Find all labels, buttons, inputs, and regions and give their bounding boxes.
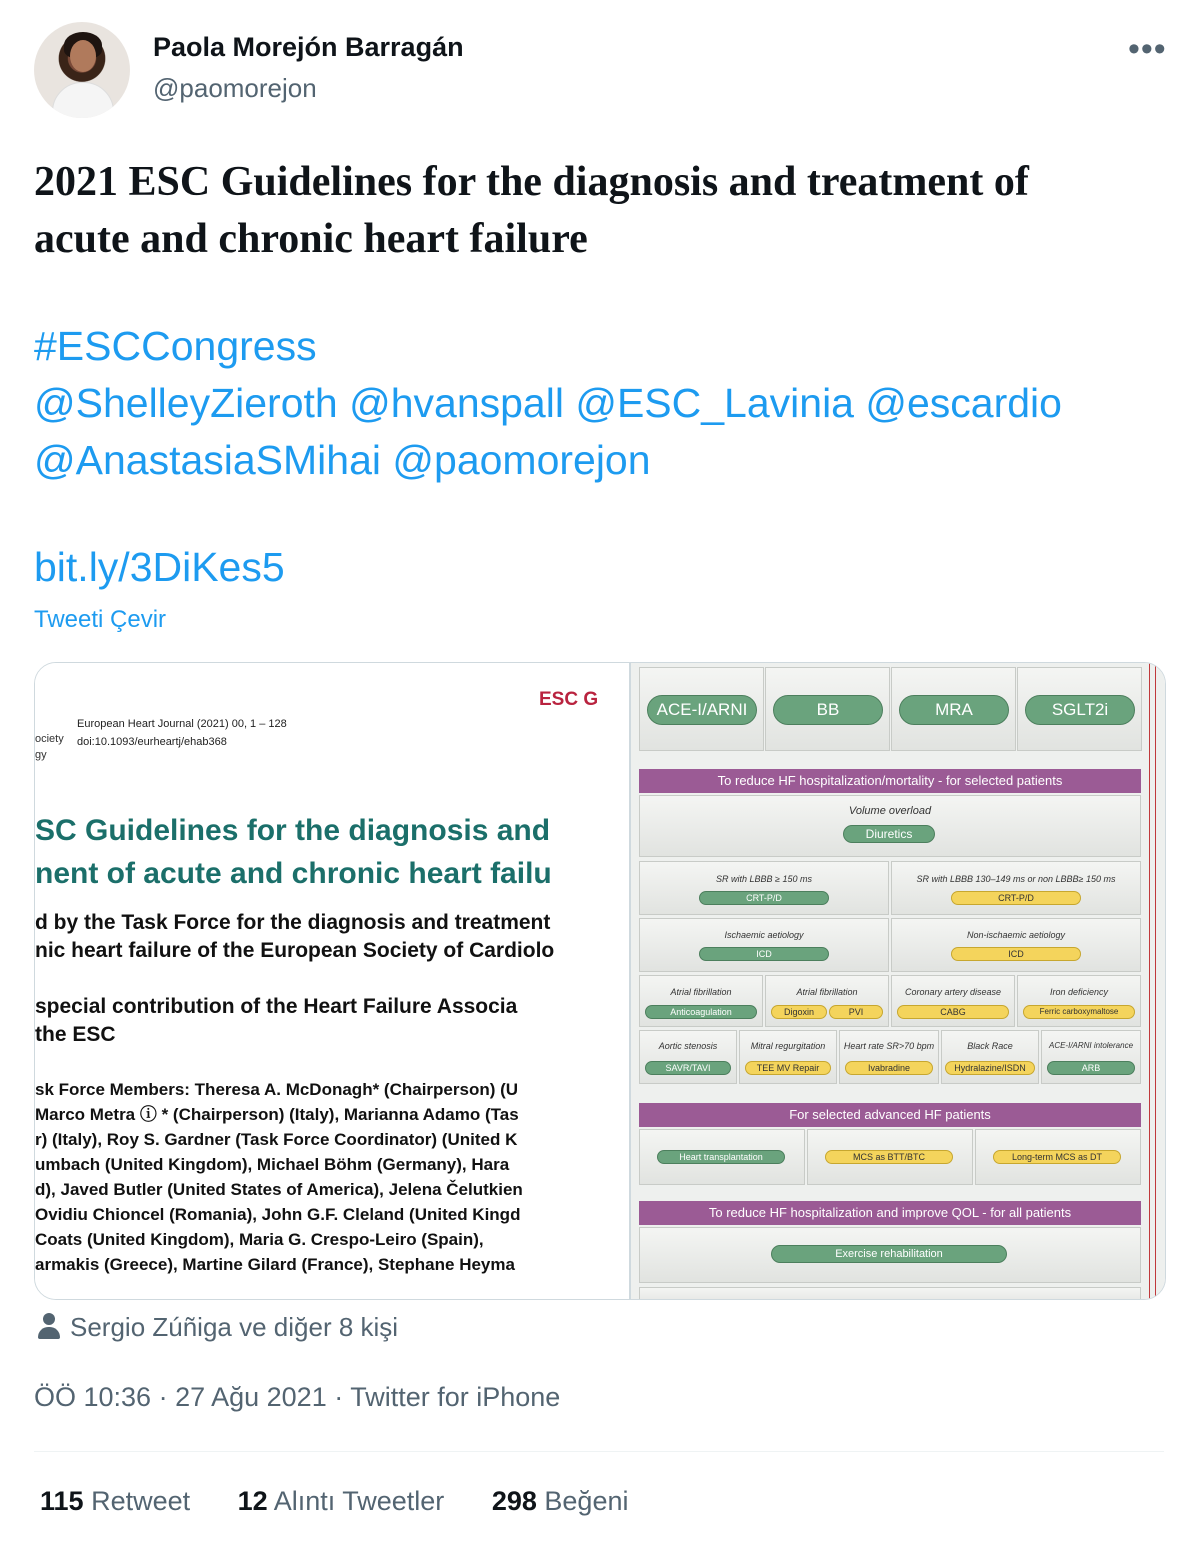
tile-isch (639, 918, 889, 972)
label-aortic: Aortic stenosis (658, 1041, 718, 1051)
media-image-flowchart[interactable] (631, 663, 1165, 1299)
label-isch: Ischaemic aetiology (724, 930, 804, 940)
pill-savr: SAVR/TAVI (645, 1061, 731, 1075)
pill-hydralazine: Hydralazine/ISDN (945, 1061, 1035, 1075)
tweet-title-line2: acute and chronic heart failure (34, 216, 588, 262)
likes-stat[interactable]: 298 Beğeni (491, 1486, 629, 1516)
tile-af1 (639, 975, 763, 1027)
label-af1: Atrial fibrillation (670, 987, 732, 997)
pill-anticoag: Anticoagulation (645, 1005, 757, 1019)
divider (34, 1451, 1164, 1452)
label-volume: Volume overload (848, 805, 932, 817)
tile-cad (891, 975, 1015, 1027)
tweet-timestamp[interactable]: ÖÖ 10:36 · 27 Ağu 2021 · Twitter for iPhone (34, 1382, 561, 1412)
pill-mcs-btt: MCS as BTT/BTC (825, 1150, 953, 1164)
doc-esc-logo: ESC G (539, 689, 599, 710)
doc-journal-info: European Heart Journal (2021) 00, 1 – 128 doi:10.1093/eurheartj/ehab368 (77, 718, 287, 748)
label-af2: Atrial fibrillation (796, 987, 858, 997)
pill-crt2: CRT-P/D (951, 891, 1081, 905)
tweet-link[interactable]: bit.ly/3DiKes5 (34, 544, 285, 590)
tweet-stats (40, 1486, 668, 1517)
pill-transplant: Heart transplantation (657, 1150, 785, 1164)
pill-crt1: CRT-P/D (699, 891, 829, 905)
avatar-face (70, 40, 96, 72)
label-sr1: SR with LBBB ≥ 150 ms (716, 874, 812, 884)
label-cad: Coronary artery disease (904, 987, 1002, 997)
translate-tweet-link[interactable]: Tweeti Çevir (34, 606, 167, 633)
tile-intol (1041, 1030, 1141, 1084)
pill-mra: MRA (899, 695, 1009, 725)
person-icon (38, 1313, 60, 1339)
chart-border-line (1149, 663, 1150, 1299)
pill-ferric: Ferric carboxymaltose (1023, 1005, 1135, 1019)
tile-black (941, 1030, 1039, 1084)
tweet-title (34, 154, 1164, 268)
tile-hr (839, 1030, 939, 1084)
more-options-icon[interactable]: ••• (1128, 30, 1167, 68)
mentions-link-line2[interactable]: @AnastasiaSMihai @paomorejon (34, 437, 651, 483)
mentions-link-line1[interactable]: @ShelleyZieroth @hvanspall @ESC_Lavinia @escardio (34, 380, 1062, 426)
doc-members: sk Force Members: Theresa A. McDonagh* (Chairperson) (U Marco Metra ⓘ * (Chairperson) (Italy), Marianna Adamo (Tas r) (Italy), Roy S. Gardner (Task Force Coordinator) (United K umbach (United Kingdom), Michael Böhm (Germany), Hara d), Javed Butler (United States of America), Jelena Čelutkien Ovidiu Chioncel (Romania), John G.F. Cleland (United Kingd Coats (United Kingdom), Maria G. Crespo-Leiro (Spain), armakis (Greece), Martine Gilard (France), Stephane Heyma (35, 1080, 523, 1274)
pill-cabg: CABG (897, 1005, 1009, 1019)
tile-mitral (739, 1030, 837, 1084)
label-mitral: Mitral regurgitation (750, 1041, 826, 1051)
quotes-stat[interactable]: 12 Alıntı Tweetler (237, 1486, 445, 1516)
social-context-text: Sergio Zúñiga ve diğer 8 kişi (70, 1312, 399, 1342)
pill-exercise: Exercise rehabilitation (771, 1245, 1007, 1263)
tweet-title-line1: 2021 ESC Guidelines for the diagnosis and treatment of (34, 159, 1029, 205)
social-context[interactable] (38, 1312, 398, 1343)
pill-ivabradine: Ivabradine (845, 1061, 933, 1075)
tile-bottom (639, 1287, 1141, 1300)
band-advanced: For selected advanced HF patients (639, 1103, 1141, 1127)
pill-arb: ARB (1047, 1061, 1135, 1075)
pill-icd1: ICD (699, 947, 829, 961)
tile-aortic (639, 1030, 737, 1084)
doc-heading: SC Guidelines for the diagnosis and nent of acute and chronic heart failu (35, 814, 552, 890)
chart-border-line (1155, 663, 1156, 1299)
label-nonisch: Non-ischaemic aetiology (966, 930, 1066, 940)
author-handle[interactable]: @paomorejon (153, 73, 317, 103)
label-sr2: SR with LBBB 130–149 ms or non LBBB≥ 150 ms (916, 874, 1116, 884)
band-all-patients: To reduce HF hospitalization and improve QOL - for all patients (639, 1201, 1141, 1225)
pill-acei: ACE-I/ARNI (647, 695, 757, 725)
tile-iron (1017, 975, 1141, 1027)
doc-society-text: ociety gy (35, 733, 64, 761)
pill-icd2: ICD (951, 947, 1081, 961)
doc-contribution: special contribution of the Heart Failure Associa the ESC (35, 995, 518, 1046)
tile-af2 (765, 975, 889, 1027)
pill-diuretics: Diuretics (843, 825, 935, 843)
pill-bb: BB (773, 695, 883, 725)
avatar-coat (52, 82, 114, 118)
label-intol: ACE-I/ARNI intolerance (1048, 1041, 1134, 1050)
author-name[interactable]: Paola Morejón Barragán (153, 32, 464, 62)
band-selected-patients: To reduce HF hospitalization/mortality - for selected patients (639, 769, 1141, 793)
tile-sr2 (891, 861, 1141, 915)
tile-nonisch (891, 918, 1141, 972)
label-hr: Heart rate SR>70 bpm (843, 1041, 935, 1051)
label-black: Black Race (967, 1041, 1013, 1051)
doc-subheading: d by the Task Force for the diagnosis and treatment nic heart failure of the European Society of Cardiolo (35, 911, 555, 962)
pill-mcs-dt: Long-term MCS as DT (993, 1150, 1121, 1164)
pill-pvi: PVI (829, 1005, 883, 1019)
tile-sr1 (639, 861, 889, 915)
pill-tee: TEE MV Repair (745, 1061, 831, 1075)
hashtag-link[interactable]: #ESCCongress (34, 323, 317, 369)
pill-digoxin: Digoxin (771, 1005, 827, 1019)
avatar[interactable] (34, 22, 130, 118)
label-iron: Iron deficiency (1049, 987, 1109, 997)
tweet-tags (34, 318, 1174, 489)
tweet-media[interactable] (34, 662, 1166, 1300)
pill-sglt2i: SGLT2i (1025, 695, 1135, 725)
retweets-stat[interactable]: 115 Retweet (40, 1486, 191, 1516)
media-image-document[interactable] (35, 663, 629, 1299)
